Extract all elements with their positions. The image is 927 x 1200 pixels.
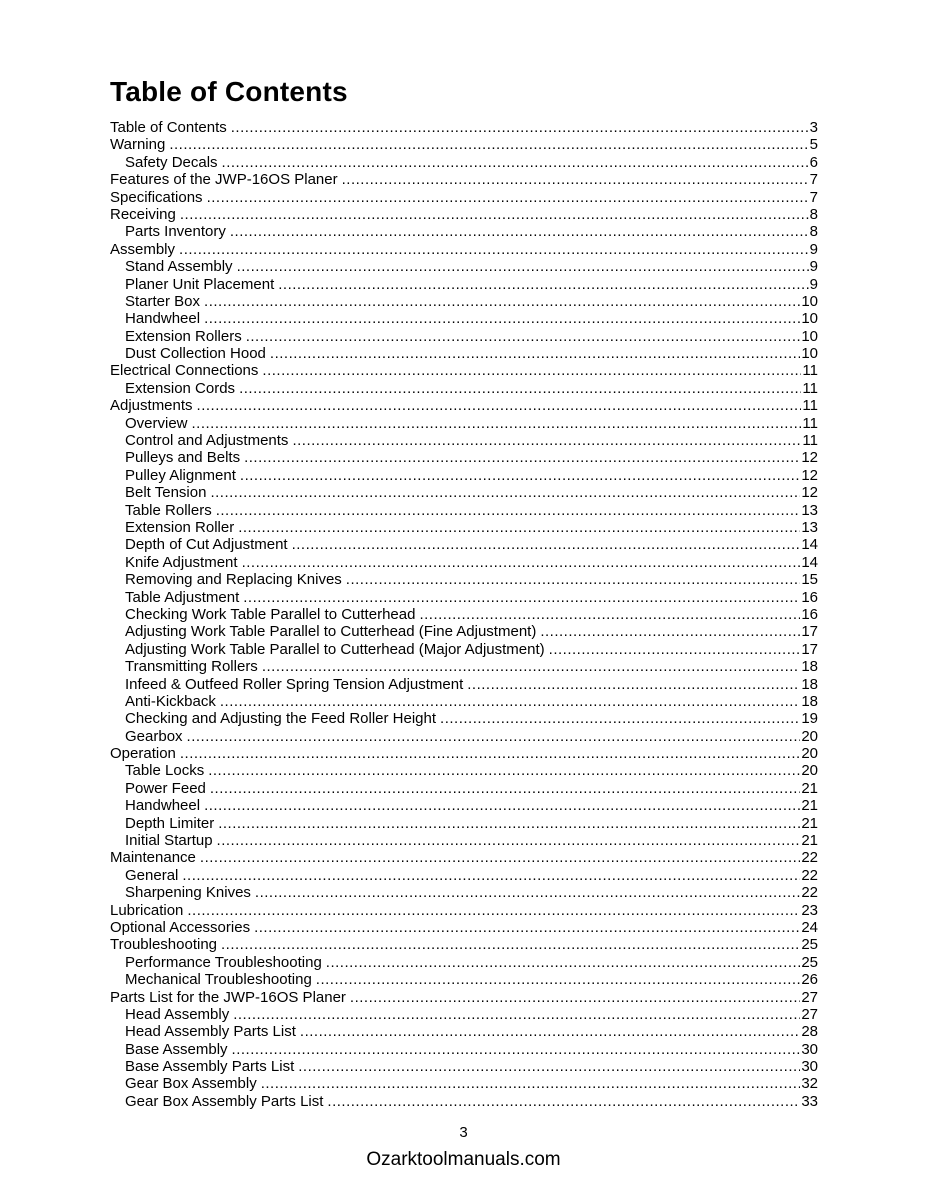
toc-entry-label: Parts Inventory xyxy=(125,223,226,241)
toc-dot-leader xyxy=(243,589,800,606)
toc-entry xyxy=(110,1023,818,1040)
toc-entry-page: 3 xyxy=(809,119,818,136)
toc-entry xyxy=(110,223,818,240)
toc-entry-label: Knife Adjustment xyxy=(125,553,238,571)
toc-entry-page: 13 xyxy=(801,518,818,536)
toc-entry-label: Checking Work Table Parallel to Cutterhead xyxy=(125,605,416,623)
toc-entry xyxy=(110,606,818,623)
toc-entry-label: Table of Contents xyxy=(110,119,227,136)
toc-entry-page: 26 xyxy=(801,971,818,989)
toc-entry xyxy=(110,206,818,223)
toc-dot-leader xyxy=(238,519,800,536)
toc-entry-page: 8 xyxy=(809,205,818,223)
toc-entry-label: Maintenance xyxy=(110,849,196,867)
toc-dot-leader xyxy=(327,1093,800,1110)
toc-entry-page: 19 xyxy=(801,710,818,728)
toc-entry xyxy=(110,328,818,345)
toc-dot-leader xyxy=(179,241,809,258)
toc-entry xyxy=(110,815,818,832)
toc-entry-page: 8 xyxy=(809,223,818,241)
toc-dot-leader xyxy=(239,380,801,397)
toc-entry-label: Electrical Connections xyxy=(110,362,259,380)
toc-dot-leader xyxy=(261,1075,801,1092)
toc-entry-label: Base Assembly Parts List xyxy=(125,1058,295,1076)
toc-dot-leader xyxy=(298,1058,800,1075)
toc-entry-page: 24 xyxy=(801,918,818,936)
toc-entry-label: Anti-Kickback xyxy=(125,692,216,710)
toc-entry xyxy=(110,902,818,919)
toc-entry-label: Extension Roller xyxy=(125,518,235,536)
toc-entry-label: Gear Box Assembly Parts List xyxy=(125,1092,324,1110)
toc-entry-label: General xyxy=(125,866,179,884)
toc-entry xyxy=(110,762,818,779)
toc-dot-leader xyxy=(300,1023,800,1040)
toc-entry-label: Troubleshooting xyxy=(110,936,218,954)
toc-dot-leader xyxy=(180,745,800,762)
toc-entry-page: 18 xyxy=(801,675,818,693)
toc-entry xyxy=(110,623,818,640)
toc-entry xyxy=(110,728,818,745)
toc-entry-label: Gear Box Assembly xyxy=(125,1075,257,1093)
toc-entry xyxy=(110,293,818,310)
toc-dot-leader xyxy=(192,415,802,432)
toc-entry-label: Sharpening Knives xyxy=(125,884,251,902)
toc-dot-leader xyxy=(216,502,801,519)
toc-entry-page: 11 xyxy=(802,397,818,415)
toc-dot-leader xyxy=(254,919,800,936)
toc-entry-page: 18 xyxy=(801,658,818,676)
toc-entry-page: 7 xyxy=(809,188,818,206)
toc-dot-leader xyxy=(278,276,808,293)
toc-dot-leader xyxy=(222,154,809,171)
toc-entry xyxy=(110,971,818,988)
toc-entry-label: Extension Cords xyxy=(125,379,236,397)
toc-entry-page: 27 xyxy=(801,1005,818,1023)
toc-entry-page: 25 xyxy=(801,953,818,971)
toc-dot-leader xyxy=(292,536,801,553)
toc-dot-leader xyxy=(218,815,800,832)
toc-entry-label: Pulleys and Belts xyxy=(125,449,241,467)
toc-entry-label: Handwheel xyxy=(125,797,201,815)
toc-entry-page: 20 xyxy=(801,727,818,745)
toc-entry-label: Removing and Replacing Knives xyxy=(125,571,342,589)
toc-entry xyxy=(110,189,818,206)
toc-entry-page: 16 xyxy=(801,605,818,623)
toc-dot-leader xyxy=(204,293,800,310)
toc-entry-label: Power Feed xyxy=(125,779,206,797)
toc-dot-leader xyxy=(230,223,809,240)
toc-entry xyxy=(110,519,818,536)
toc-entry xyxy=(110,1041,818,1058)
toc-entry-label: Base Assembly xyxy=(125,1040,228,1058)
toc-entry-page: 21 xyxy=(801,779,818,797)
toc-entry-label: Mechanical Troubleshooting xyxy=(125,971,312,989)
toc-entry-page: 14 xyxy=(801,553,818,571)
toc-dot-leader xyxy=(204,797,800,814)
toc-entry xyxy=(110,502,818,519)
toc-entry-page: 10 xyxy=(801,345,818,363)
toc-entry-page: 12 xyxy=(801,484,818,502)
toc-entry xyxy=(110,780,818,797)
toc-entry-label: Control and Adjustments xyxy=(125,432,289,450)
toc-entry-label: Extension Rollers xyxy=(125,327,242,345)
toc-entry xyxy=(110,310,818,327)
toc-entry-page: 21 xyxy=(801,814,818,832)
toc-entry-page: 9 xyxy=(809,258,818,276)
toc-entry-label: Initial Startup xyxy=(125,832,213,850)
toc-entry-page: 5 xyxy=(809,136,818,154)
toc-dot-leader xyxy=(246,328,801,345)
toc-entry-page: 30 xyxy=(801,1058,818,1076)
toc-dot-leader xyxy=(233,1006,800,1023)
toc-dot-leader xyxy=(326,954,801,971)
toc-entry-page: 9 xyxy=(809,240,818,258)
toc-entry-page: 6 xyxy=(809,153,818,171)
toc-content xyxy=(110,77,818,1110)
toc-entry xyxy=(110,136,818,153)
toc-dot-leader xyxy=(240,467,800,484)
toc-entry-page: 23 xyxy=(801,901,818,919)
toc-entry-page: 12 xyxy=(801,466,818,484)
toc-entry xyxy=(110,919,818,936)
toc-entry xyxy=(110,380,818,397)
toc-dot-leader xyxy=(342,171,809,188)
toc-entry xyxy=(110,641,818,658)
toc-entry-label: Features of the JWP-16OS Planer xyxy=(110,171,338,189)
toc-entry-label: Starter Box xyxy=(125,292,201,310)
toc-entry-page: 10 xyxy=(801,310,818,328)
toc-dot-leader xyxy=(231,119,809,136)
toc-dot-leader xyxy=(255,884,800,901)
toc-entry-page: 17 xyxy=(801,640,818,658)
toc-entry-page: 11 xyxy=(802,432,818,450)
toc-dot-leader xyxy=(197,397,802,414)
toc-dot-leader xyxy=(210,780,800,797)
toc-entry-label: Transmitting Rollers xyxy=(125,658,258,676)
toc-entry-label: Assembly xyxy=(110,240,176,258)
toc-entry-page: 28 xyxy=(801,1023,818,1041)
toc-entry xyxy=(110,432,818,449)
toc-entry-label: Adjusting Work Table Parallel to Cutterhead (Fine Adjustment) xyxy=(125,623,537,641)
toc-entry-label: Optional Accessories xyxy=(110,918,251,936)
toc-entry-label: Table Adjustment xyxy=(125,588,240,606)
toc-entry-page: 17 xyxy=(801,623,818,641)
toc-dot-leader xyxy=(232,1041,801,1058)
toc-entry-page: 30 xyxy=(801,1040,818,1058)
toc-entry-label: Adjusting Work Table Parallel to Cutterhead (Major Adjustment) xyxy=(125,640,545,658)
toc-entry xyxy=(110,119,818,136)
toc-entry-label: Belt Tension xyxy=(125,484,207,502)
toc-dot-leader xyxy=(182,867,800,884)
toc-entry xyxy=(110,171,818,188)
toc-dot-leader xyxy=(187,902,800,919)
toc-dot-leader xyxy=(270,345,800,362)
toc-entry-label: Adjustments xyxy=(110,397,193,415)
toc-entry xyxy=(110,693,818,710)
toc-entry-label: Depth Limiter xyxy=(125,814,215,832)
toc-entry-page: 20 xyxy=(801,745,818,763)
toc-entry-page: 25 xyxy=(801,936,818,954)
toc-dot-leader xyxy=(350,989,800,1006)
toc-entry xyxy=(110,467,818,484)
toc-entry-label: Parts List for the JWP-16OS Planer xyxy=(110,988,346,1006)
toc-dot-leader xyxy=(169,136,808,153)
toc-entry xyxy=(110,362,818,379)
toc-dot-leader xyxy=(180,206,809,223)
toc-entry-label: Checking and Adjusting the Feed Roller Height xyxy=(125,710,437,728)
toc-entry-label: Specifications xyxy=(110,188,203,206)
toc-entry xyxy=(110,849,818,866)
toc-dot-leader xyxy=(217,832,801,849)
toc-entry xyxy=(110,484,818,501)
toc-entry xyxy=(110,1093,818,1110)
toc-entry-label: Planer Unit Placement xyxy=(125,275,275,293)
toc-dot-leader xyxy=(419,606,800,623)
toc-entry-page: 15 xyxy=(801,571,818,589)
toc-dot-leader xyxy=(549,641,801,658)
toc-entry xyxy=(110,536,818,553)
toc-entry-page: 32 xyxy=(801,1075,818,1093)
toc-entry-label: Operation xyxy=(110,745,176,763)
toc-entry-page: 21 xyxy=(801,797,818,815)
toc-entry-page: 13 xyxy=(801,501,818,519)
toc-entry xyxy=(110,884,818,901)
toc-dot-leader xyxy=(200,849,800,866)
toc-entry-page: 14 xyxy=(801,536,818,554)
toc-entry xyxy=(110,397,818,414)
toc-dot-leader xyxy=(316,971,801,988)
toc-entry-label: Dust Collection Hood xyxy=(125,345,266,363)
toc-entry-page: 16 xyxy=(801,588,818,606)
toc-entry-page: 12 xyxy=(801,449,818,467)
toc-entry xyxy=(110,554,818,571)
toc-entry-label: Head Assembly Parts List xyxy=(125,1023,296,1041)
toc-entry-label: Stand Assembly xyxy=(125,258,233,276)
toc-entry-page: 11 xyxy=(802,362,818,380)
toc-entry-label: Lubrication xyxy=(110,901,184,919)
toc-entry xyxy=(110,676,818,693)
toc-entry-page: 22 xyxy=(801,884,818,902)
toc-entry xyxy=(110,415,818,432)
footer-page-number: 3 xyxy=(459,1124,468,1141)
toc-entry xyxy=(110,571,818,588)
toc-entry xyxy=(110,589,818,606)
toc-entry-page: 10 xyxy=(801,327,818,345)
toc-entry-page: 33 xyxy=(801,1092,818,1110)
toc-entry-page: 21 xyxy=(801,832,818,850)
toc-entry-page: 7 xyxy=(809,171,818,189)
toc-entry-page: 9 xyxy=(809,275,818,293)
toc-dot-leader xyxy=(467,676,800,693)
toc-entry xyxy=(110,1006,818,1023)
toc-entry xyxy=(110,258,818,275)
toc-dot-leader xyxy=(262,362,801,379)
toc-dot-leader xyxy=(262,658,801,675)
toc-entry xyxy=(110,276,818,293)
toc-entry-page: 11 xyxy=(802,379,818,397)
toc-list xyxy=(110,119,818,1110)
toc-dot-leader xyxy=(440,710,800,727)
toc-entry xyxy=(110,745,818,762)
toc-dot-leader xyxy=(242,554,801,571)
toc-dot-leader xyxy=(220,693,800,710)
toc-entry xyxy=(110,832,818,849)
page-title: Table of Contents xyxy=(110,76,348,107)
toc-entry xyxy=(110,1075,818,1092)
toc-entry-page: 22 xyxy=(801,866,818,884)
toc-dot-leader xyxy=(540,623,800,640)
toc-entry xyxy=(110,345,818,362)
toc-entry-page: 22 xyxy=(801,849,818,867)
toc-entry xyxy=(110,710,818,727)
toc-entry-label: Head Assembly xyxy=(125,1005,230,1023)
footer-site-text: Ozarktoolmanuals.com xyxy=(366,1149,561,1170)
toc-entry-label: Depth of Cut Adjustment xyxy=(125,536,288,554)
toc-entry-label: Pulley Alignment xyxy=(125,466,236,484)
toc-entry-label: Safety Decals xyxy=(125,153,218,171)
toc-entry-page: 18 xyxy=(801,692,818,710)
toc-entry xyxy=(110,954,818,971)
toc-dot-leader xyxy=(244,449,800,466)
toc-entry-label: Receiving xyxy=(110,205,176,223)
toc-dot-leader xyxy=(221,936,800,953)
toc-dot-leader xyxy=(346,571,801,588)
toc-entry-page: 27 xyxy=(801,988,818,1006)
toc-entry-label: Warning xyxy=(110,136,166,154)
toc-entry-page: 10 xyxy=(801,292,818,310)
toc-dot-leader xyxy=(292,432,801,449)
toc-entry-label: Overview xyxy=(125,414,188,432)
toc-entry-page: 20 xyxy=(801,762,818,780)
toc-entry-label: Gearbox xyxy=(125,727,183,745)
toc-entry xyxy=(110,797,818,814)
toc-entry xyxy=(110,936,818,953)
toc-entry xyxy=(110,989,818,1006)
toc-entry xyxy=(110,867,818,884)
toc-entry-page: 11 xyxy=(802,414,818,432)
toc-entry xyxy=(110,449,818,466)
toc-dot-leader xyxy=(207,189,809,206)
toc-entry-label: Table Locks xyxy=(125,762,205,780)
toc-entry-label: Infeed & Outfeed Roller Spring Tension Adjustment xyxy=(125,675,464,693)
toc-entry-label: Performance Troubleshooting xyxy=(125,953,322,971)
toc-dot-leader xyxy=(204,310,800,327)
toc-dot-leader xyxy=(208,762,800,779)
toc-entry xyxy=(110,154,818,171)
toc-entry xyxy=(110,658,818,675)
toc-entry-label: Handwheel xyxy=(125,310,201,328)
toc-dot-leader xyxy=(210,484,800,501)
toc-entry xyxy=(110,241,818,258)
toc-entry-label: Table Rollers xyxy=(125,501,212,519)
toc-entry xyxy=(110,1058,818,1075)
toc-dot-leader xyxy=(187,728,801,745)
toc-dot-leader xyxy=(237,258,809,275)
